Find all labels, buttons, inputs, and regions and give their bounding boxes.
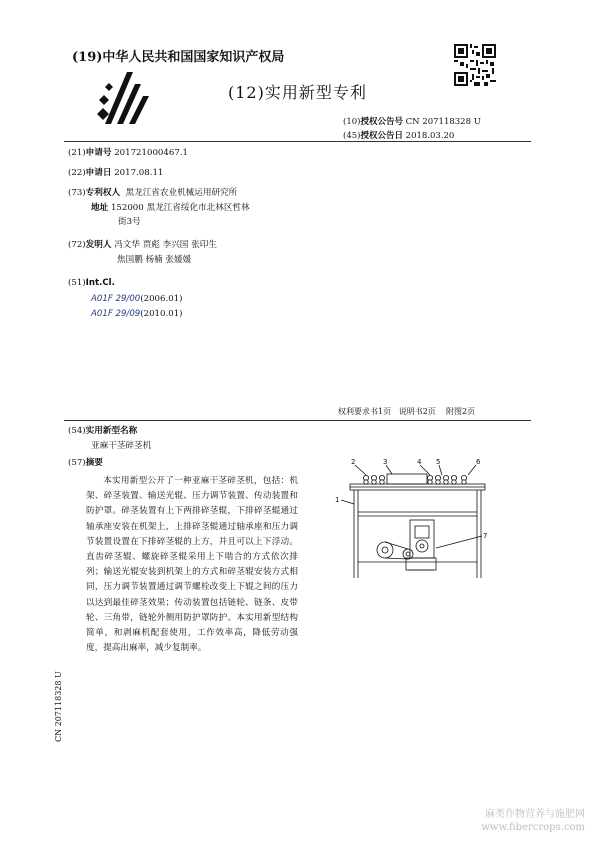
app-no-value: 201721000467.1 (114, 148, 188, 158)
utility-model-title: 亚麻干茎碎茎机 (91, 441, 152, 451)
section-rule (64, 420, 531, 421)
claims-pages: 权利要求书1页 (338, 407, 392, 416)
machine-drawing (330, 454, 500, 582)
inventors-line-1: 冯文华 贾彪 李兴国 张印生 (114, 240, 217, 250)
app-no-label: 申请号 (85, 148, 112, 158)
watermark (481, 808, 585, 834)
ipc2-version: (2010.01) (140, 309, 183, 319)
ipc2-class: A01F 29/09 (91, 309, 141, 319)
pub-date-code: (45) (343, 131, 361, 141)
page-counts (338, 406, 475, 417)
watermark-line-2: www.fibercrops.com (481, 822, 585, 833)
header-rule (64, 141, 531, 142)
doc-kind-code: (12) (228, 83, 265, 102)
figure-label-1: 1 (335, 496, 340, 504)
owner-address (91, 201, 250, 215)
figure-label-4: 4 (417, 458, 422, 466)
patent-owner (68, 186, 237, 200)
owner-label: 专利权人 (85, 188, 121, 198)
publication-date (343, 129, 454, 141)
figure-label-2: 2 (351, 458, 356, 466)
abstract-label (68, 456, 103, 470)
ipc1-class: A01F 29/00 (91, 294, 141, 304)
title-label: 实用新型名称 (85, 426, 138, 436)
utility-model-title-label (68, 424, 137, 438)
intcl-code: (51) (68, 278, 86, 288)
ipc-class-2 (91, 307, 183, 321)
inventor-label: 发明人 (85, 240, 112, 250)
figure-label-7: 7 (483, 532, 488, 540)
pub-no-label: 授权公告号 (360, 117, 403, 127)
inventors-line-2: 焦国鹏 杨楠 张媛媛 (117, 255, 192, 265)
publication-number (343, 115, 481, 127)
int-cl (68, 276, 115, 290)
office-name: 中华人民共和国国家知识产权局 (102, 50, 285, 65)
watermark-line-1: 麻类作物营养与施肥网 (485, 809, 585, 820)
drawing-pages: 附图2页 (446, 407, 476, 416)
address-label: 地址 (91, 203, 109, 213)
side-patent-number: CN 207118328 U (54, 671, 63, 742)
title-code: (54) (68, 426, 86, 436)
owner-code: (73) (68, 188, 86, 198)
figure-label-3: 3 (383, 458, 388, 466)
figure-label-6: 6 (476, 458, 481, 466)
description-pages: 说明书2页 (398, 407, 436, 416)
ipc-class-1 (91, 292, 183, 306)
app-date-code: (22) (68, 168, 86, 178)
address-line-2: 街3号 (118, 217, 141, 227)
inventors (68, 238, 217, 252)
office-header (72, 46, 284, 65)
inventor-code: (72) (68, 240, 86, 250)
pub-date-label: 授权公告日 (360, 131, 403, 141)
document-kind (228, 80, 367, 103)
doc-kind-title: 实用新型专利 (264, 83, 367, 102)
address-line-1: 152000 黑龙江省绥化市北林区哲林 (110, 203, 250, 213)
office-emblem-icon (95, 70, 157, 126)
abstract-code: (57) (68, 458, 86, 468)
figure-label-5: 5 (436, 458, 441, 466)
qr-code-icon (454, 44, 496, 86)
intcl-label: Int.Cl. (85, 278, 115, 288)
app-date-label: 申请日 (85, 168, 112, 178)
application-number (68, 146, 188, 160)
app-no-code: (21) (68, 148, 86, 158)
pub-date-value: 2018.03.20 (405, 131, 455, 141)
office-code: (19) (72, 50, 103, 65)
ipc1-version: (2006.01) (140, 294, 183, 304)
abstract-text: 本实用新型公开了一种亚麻干茎碎茎机，包括：机架、碎茎装置、输送光辊、压力调节装置、传动装置和防护罩。碎茎装置有上下两排碎茎辊，下排碎茎辊通过轴承座安装在机架上，上排碎茎辊通过轴承座和压力调节装置设置在下排碎茎辊的上方，并且可以上下浮动。直齿碎茎辊、螺旋碎茎辊采用上下啮合的方式依次排列；输送光辊安装到机架上的方式和碎茎辊安装方式相同，压力调节装置通过调节螺栓改变上下辊之间的压力以达到最佳碎茎效果；传动装置包括链轮、链条、皮带轮、三角带，链轮外侧用防护罩防护。本实用新型结构简单，和剥麻机配套使用，工作效率高，降低劳动强度，提高出麻率，减少复制率。 (86, 476, 298, 654)
abstract-label-text: 摘要 (85, 458, 103, 468)
app-date-value: 2017.08.11 (114, 168, 164, 178)
pub-no-code: (10) (343, 117, 361, 127)
pub-no-value: CN 207118328 U (405, 117, 481, 127)
owner-value: 黑龙江省农业机械运用研究所 (125, 188, 238, 198)
application-date (68, 166, 163, 180)
